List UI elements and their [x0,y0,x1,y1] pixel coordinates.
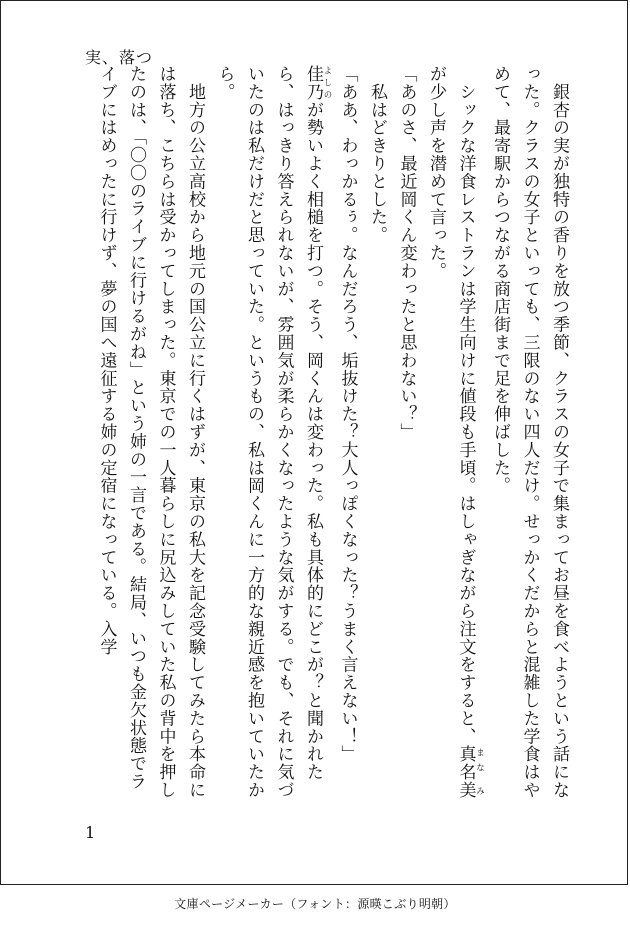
paragraph-4: 私はどきりとした。 [367,65,387,244]
page-number: 1 [85,823,96,842]
paragraph-5b [209,65,332,805]
paragraph-6: 地方の公立高校から地元の国公立に行くはずが、東京の私大を記念受験してみたら本命には落ち、こちらは受かってしまった。東京での一人暮らしに尻込みしていた私の背中を押したのは、「〇〇のライブに行けるがね」という姉の一言である。結局、いつも金欠状態でライブにはめったに行けず、夢の国へ遠征する姉の定宿になっている。入学 [96,65,205,799]
paragraph-2 [421,65,485,805]
paragraph-1: 銀杏の実が独特の香りを放つ季節、クラスの女子で集まってお昼を食べようという話になった。クラスの女子といっても、三限のない四人だけ。せっかくだからと混雑した学食はやめて、最寄駅からつながる商店街まで足を伸ばした。 [490,65,569,799]
ruby-manami [455,745,485,799]
footer-credit: 文庫ページメーカー（フォント：源暎こぶり明朝） [174,897,456,911]
page-header-title: 実、落つ [85,48,154,67]
paragraph-3: 「あのさ、最近岡くん変わったと思わない？」 [396,65,417,441]
paragraph-5a: 「ああ、わっかるぅ。なんだろう、垢抜けた？大人っぽくなった？うまく言えない！」 [337,65,358,764]
ruby-manami-reading: まな み [474,745,485,799]
vertical-body-text [73,65,573,805]
ruby-yoshino-reading: よしの [322,65,332,101]
ruby-yoshino [303,65,332,101]
paragraph-2-text: シックな洋食レストランは学生向けに値段も手頃。はしゃぎながら注文をすると、 [455,65,476,746]
paragraph-2-end: が少し声を潜めて言った。 [426,65,446,280]
ruby-manami-base: 真名美 [455,745,476,799]
ruby-yoshino-base: 佳乃 [303,65,323,101]
paragraph-5b-text: が勢いよく相槌を打つ。そう、岡くんは変わった。私も具体的にどこが？と聞かれたら、はっきり答えられないが、雰囲気が柔らかくなったような気がする。でも、それに気づいたのは私だけだと思っていた。というもの、私は岡くんに一方的な親近感を抱いていたから。 [214,65,323,799]
